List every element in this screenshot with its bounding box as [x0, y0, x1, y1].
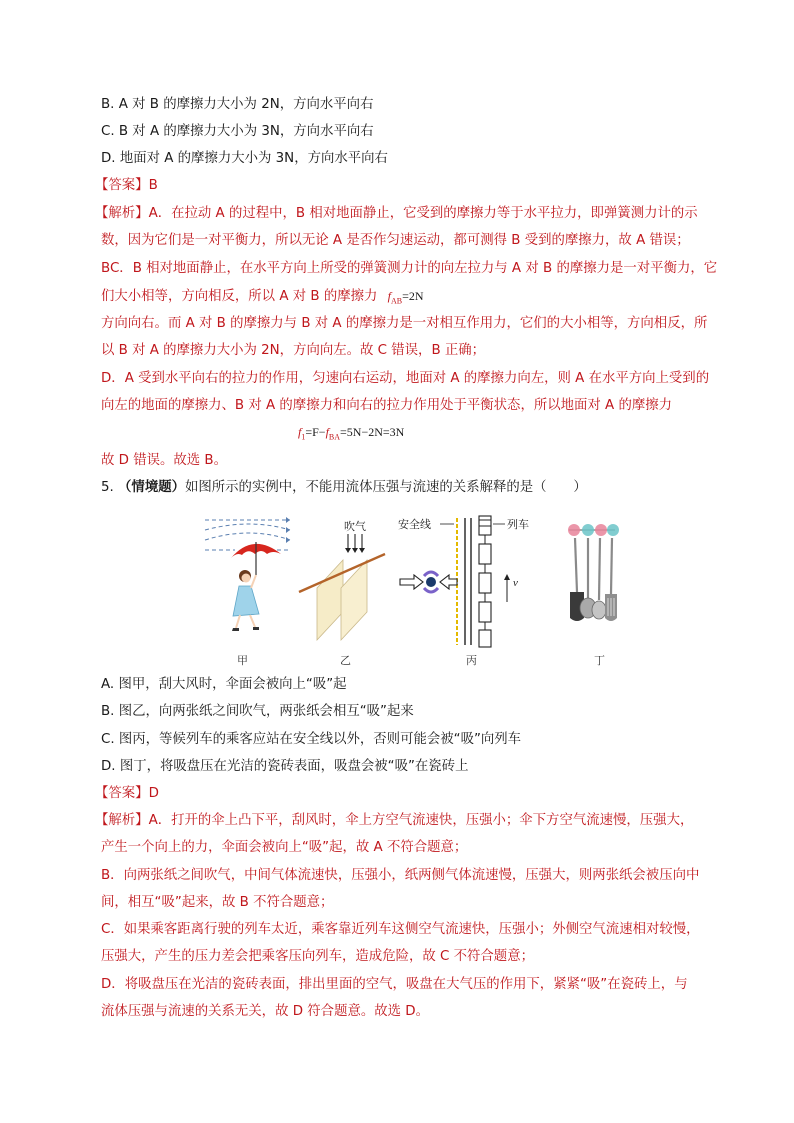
analysis-5-line-6: 压强大，产生的压力差会把乘客压向列车，造成危险，故 C 不符合题意；: [101, 949, 534, 964]
analysis-5-line-2: 产生一个向上的力，伞面会被向上“吸”起，故 A 不符合题意；: [101, 840, 468, 855]
figure-yi: [299, 519, 385, 640]
analysis-4-line-5: 方向向右。而 A 对 B 的摩擦力与 B 对 A 的摩擦力是一对相互作用力，它们的大小相等，方向相反，所: [101, 316, 708, 331]
train-label: 列车: [507, 518, 529, 531]
analysis-5-line-3: B．向两张纸之间吹气，中间气体流速快，压强小，纸两侧气体流速慢，压强大，则两张纸会被压向中: [101, 868, 700, 883]
analysis-4-line-2: 数，因为它们是一对平衡力，所以无论 A 是否作匀速运动，都可测得 B 受到的摩擦力，故 A 错误；: [101, 233, 690, 248]
formula-fab: $f_{AB}=2N$: [387, 289, 424, 306]
figure-caption-bing: 丙: [466, 654, 477, 667]
answer-value: D: [148, 786, 159, 801]
question-number: 5.: [101, 480, 114, 495]
question-5-stem: [101, 478, 587, 498]
analysis-text: 们大小相等，方向相反，所以 A 对 B 的摩擦力: [101, 289, 378, 304]
analysis-4-line-6: 以 B 对 A 的摩擦力大小为 2N，方向向左。故 C 错误，B 正确；: [101, 343, 486, 358]
option-b-prev: B. A 对 B 的摩擦力大小为 2N，方向水平向右: [101, 97, 374, 112]
analysis-4-line-1: [95, 204, 698, 224]
option-c: C. 图丙，等候列车的乘客应站在安全线以外，否则可能会被“吸”向列车: [101, 732, 522, 747]
figure-caption-jia: 甲: [237, 654, 248, 667]
analysis-text: A．打开的伞上凸下平，刮风时，伞上方空气流速快，压强小；伞下方空气流速慢，压强大，: [148, 813, 694, 828]
blow-label: 吹气: [344, 520, 366, 533]
answer-label: 【答案】: [95, 178, 149, 193]
analysis-5-line-1: [95, 811, 693, 831]
question-tag: （情境题）: [118, 480, 185, 495]
analysis-4-line-4: [101, 286, 424, 311]
option-d-prev: D. 地面对 A 的摩擦力大小为 3N，方向水平向右: [101, 151, 388, 166]
figure-bing: [398, 516, 529, 647]
analysis-label: 【解析】: [95, 206, 149, 221]
figure-jia: [205, 517, 290, 631]
analysis-5-line-7: D．将吸盘压在光洁的瓷砖表面，排出里面的空气，吸盘在大气压的作用下，紧紧“吸”在瓷砖上，与: [101, 977, 688, 992]
option-a: A. 图甲，刮大风时，伞面会被向上“吸”起: [101, 677, 347, 692]
analysis-4-line-3: BC．B 相对地面静止，在水平方向上所受的弹簧测力计的向左拉力与 A 对 B 的摩擦力是一对平衡力，它: [101, 261, 718, 276]
formula-f1: $f_1=F-f_{BA}=5N-2N=3N$: [298, 425, 405, 442]
safety-line-label: 安全线: [398, 518, 431, 531]
analysis-5-line-5: C．如果乘客距离行驶的列车太近，乘客靠近列车这侧空气流速快，压强小；外侧空气流速相对较慢，: [101, 922, 700, 937]
answer-4: [95, 176, 158, 196]
figure-caption-yi: 乙: [340, 654, 351, 667]
analysis-4-line-9: 故 D 错误。故选 B。: [101, 453, 228, 468]
answer-value: B: [148, 178, 158, 193]
analysis-5-line-4: 间，相互“吸”起来，故 B 不符合题意；: [101, 895, 334, 910]
analysis-label: 【解析】: [95, 813, 149, 828]
figure-caption-ding: 丁: [594, 654, 605, 667]
velocity-label: v: [513, 577, 518, 589]
question-5-figure: [195, 510, 635, 670]
answer-5: [95, 784, 159, 804]
option-b: B. 图乙，向两张纸之间吹气，两张纸会相互“吸”起来: [101, 704, 414, 719]
answer-label: 【答案】: [95, 786, 149, 801]
option-d: D. 图丁，将吸盘压在光洁的瓷砖表面，吸盘会被“吸”在瓷砖上: [101, 759, 469, 774]
question-text: 如图所示的实例中，不能用流体压强与流速的关系解释的是（ ）: [185, 480, 587, 495]
analysis-5-line-8: 流体压强与流速的关系无关，故 D 符合题意。故选 D。: [101, 1004, 429, 1019]
analysis-4-line-8: 向左的地面的摩擦力、B 对 A 的摩擦力和向右的拉力作用处于平衡状态，所以地面对 A 的摩擦力: [101, 398, 673, 413]
analysis-4-line-7: D．A 受到水平向右的拉力的作用，匀速向右运动，地面对 A 的摩擦力向左，则 A 在水平方向上受到的: [101, 371, 710, 386]
option-c-prev: C. B 对 A 的摩擦力大小为 3N，方向水平向右: [101, 124, 374, 139]
figure-ding: [568, 524, 619, 621]
analysis-text: A．在拉动 A 的过程中，B 相对地面静止，它受到的摩擦力等于水平拉力，即弹簧测力计的示: [148, 206, 698, 221]
